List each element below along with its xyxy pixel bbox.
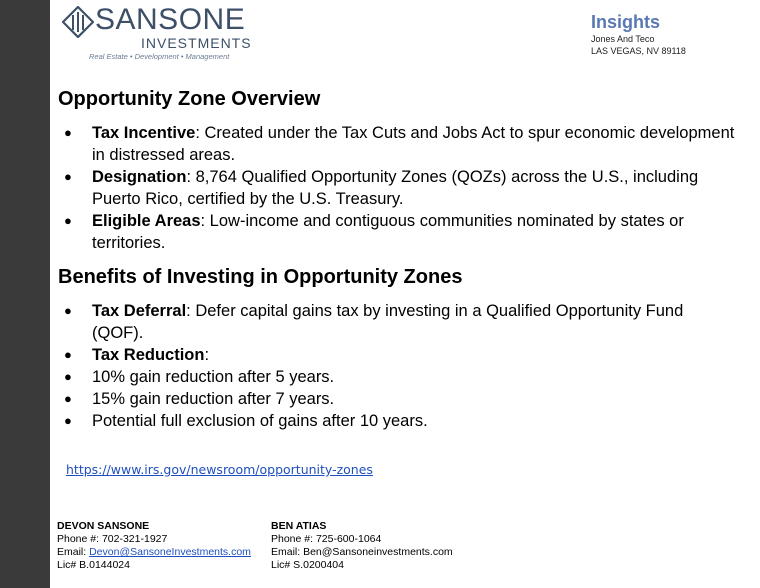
logo-subtitle: INVESTMENTS xyxy=(141,35,252,51)
list-item xyxy=(58,366,738,388)
list-item xyxy=(58,344,738,366)
item-term: Eligible Areas xyxy=(92,212,201,230)
contact-email-link[interactable]: Devon@SansoneInvestments.com xyxy=(89,546,251,558)
contact-license: Lic# S.0200404 xyxy=(271,559,344,571)
list-item xyxy=(58,122,738,166)
email-label: Email: xyxy=(271,546,304,558)
list-item xyxy=(58,410,738,432)
email-label: Email: xyxy=(57,546,90,558)
list-item xyxy=(58,166,738,210)
logo-tagline: Real Estate • Development • Management xyxy=(89,52,230,61)
item-text: 15% gain reduction after 7 years. xyxy=(92,390,335,408)
item-text: : Low-income and contiguous communities nominated by states or territories. xyxy=(92,212,684,252)
insights-block xyxy=(591,11,751,57)
item-text: : xyxy=(204,346,210,364)
contact-email-row xyxy=(57,546,251,559)
contact-ben xyxy=(271,520,453,572)
contact-phone: Phone #: 702-321-1927 xyxy=(57,533,168,545)
contact-license: Lic# B.0144024 xyxy=(57,559,130,571)
insights-address: LAS VEGAS, NV 89118 xyxy=(591,46,686,56)
benefits-list xyxy=(58,300,738,432)
diamond-logo-icon xyxy=(62,6,94,38)
contact-email-row xyxy=(271,546,453,559)
insights-title: Insights xyxy=(591,12,661,32)
item-term: Tax Deferral xyxy=(92,302,187,320)
section-heading-benefits: Benefits of Investing in Opportunity Zones xyxy=(58,266,463,288)
item-term: Designation xyxy=(92,168,187,186)
item-text: 10% gain reduction after 5 years. xyxy=(92,368,335,386)
contact-devon xyxy=(57,520,251,572)
contact-email: Ben@Sansoneinvestments.com xyxy=(303,546,453,558)
contact-name: DEVON SANSONE xyxy=(57,520,150,532)
section-heading-overview: Opportunity Zone Overview xyxy=(58,88,321,110)
sansone-logo xyxy=(62,4,252,62)
item-text: Potential full exclusion of gains after 10 years. xyxy=(92,412,428,430)
item-term: Tax Reduction xyxy=(92,346,205,364)
item-text: : 8,764 Qualified Opportunity Zones (QOZs) across the U.S., including Puerto Rico, certified by the U.S. Treasury. xyxy=(92,168,699,208)
contact-phone: Phone #: 725-600-1064 xyxy=(271,533,382,545)
item-term: Tax Incentive xyxy=(92,124,196,142)
logo-name: SANSONE xyxy=(95,3,246,36)
overview-list xyxy=(58,122,738,254)
contact-name: BEN ATIAS xyxy=(271,520,327,532)
item-text: : Created under the Tax Cuts and Jobs Act to spur economic development in distressed areas. xyxy=(92,124,735,164)
list-item xyxy=(58,300,738,344)
list-item xyxy=(58,210,738,254)
insights-company: Jones And Teco xyxy=(591,34,655,44)
list-item xyxy=(58,388,738,410)
irs-opportunity-zones-link[interactable]: https://www.irs.gov/newsroom/opportunity-zones xyxy=(66,462,373,477)
item-text: : Defer capital gains tax by investing in a Qualified Opportunity Fund (QOF). xyxy=(92,302,684,342)
left-sidebar-band xyxy=(0,0,50,588)
main-content xyxy=(58,86,738,432)
